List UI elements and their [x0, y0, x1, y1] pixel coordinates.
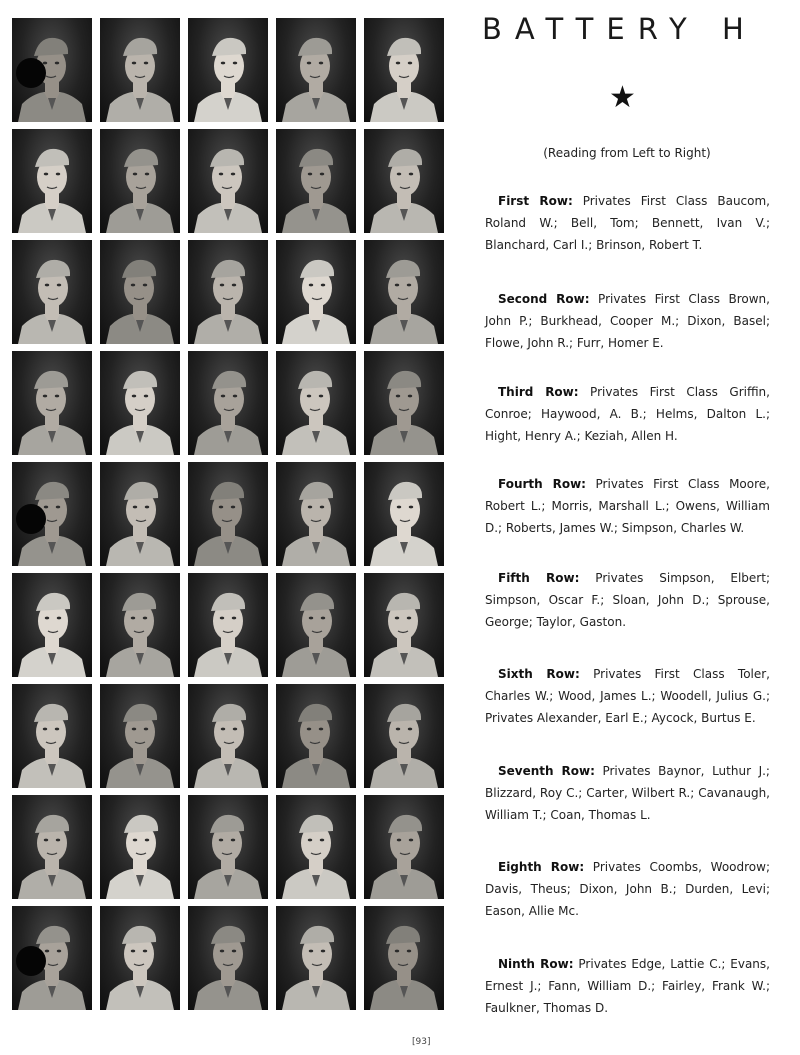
row-names: Privates Baynor, Luthur J.; Blizzard, Roy C.; Carter, Wilbert R.; Cavanaugh, William T.; Coan, Thomas L. — [485, 764, 770, 822]
portrait-photo — [188, 18, 268, 122]
portrait-photo — [188, 129, 268, 233]
portrait-photo — [364, 906, 444, 1010]
portrait-photo — [276, 573, 356, 677]
row-caption-9 — [485, 953, 770, 1019]
star-icon: ★ — [609, 80, 636, 115]
portrait-photo — [364, 18, 444, 122]
portrait-photo — [276, 795, 356, 899]
portrait-photo — [276, 18, 356, 122]
portrait-photo — [100, 906, 180, 1010]
row-names: Privates First Class Brown, John P.; Burkhead, Cooper M.; Dixon, Basel; Flowe, John R.; Furr, Homer E. — [485, 292, 770, 350]
portrait-photo — [364, 240, 444, 344]
row-label: Eighth Row: — [498, 860, 585, 874]
row-caption-8 — [485, 856, 770, 922]
portrait-photo — [276, 240, 356, 344]
portrait-photo — [100, 462, 180, 566]
portrait-photo — [12, 573, 92, 677]
page-number: [93] — [412, 1037, 431, 1047]
reading-note: (Reading from Left to Right) — [543, 146, 711, 160]
row-label: Third Row: — [498, 385, 579, 399]
row-label: Fifth Row: — [498, 571, 580, 585]
portrait-photo — [100, 351, 180, 455]
portrait-photo — [100, 129, 180, 233]
portrait-photo — [188, 462, 268, 566]
portrait-photo — [188, 795, 268, 899]
portrait-photo — [12, 129, 92, 233]
portrait-photo — [100, 684, 180, 788]
portrait-photo — [12, 684, 92, 788]
row-label: Ninth Row: — [498, 957, 574, 971]
row-names: Privates Edge, Lattie C.; Evans, Ernest J.; Fann, William D.; Fairley, Frank W.; Faulkner, Thomas D. — [485, 957, 770, 1015]
punch-hole — [16, 58, 46, 88]
row-caption-4 — [485, 473, 770, 539]
row-label: Second Row: — [498, 292, 590, 306]
portrait-photo — [364, 462, 444, 566]
portrait-photo — [12, 351, 92, 455]
portrait-photo — [100, 18, 180, 122]
row-label: Seventh Row: — [498, 764, 595, 778]
portrait-photo — [364, 573, 444, 677]
portrait-photo — [364, 351, 444, 455]
row-label: First Row: — [498, 194, 573, 208]
row-label: Sixth Row: — [498, 667, 580, 681]
punch-hole — [16, 504, 46, 534]
portrait-photo — [12, 240, 92, 344]
row-caption-6 — [485, 663, 770, 729]
row-caption-2 — [485, 288, 770, 354]
row-caption-7 — [485, 760, 770, 826]
portrait-grid — [12, 18, 442, 1028]
portrait-photo — [188, 684, 268, 788]
row-caption-5 — [485, 567, 770, 633]
page-title: BATTERY H — [482, 12, 757, 46]
row-names: Privates First Class Toler, Charles W.; Wood, James L.; Woodell, Julius G.; Privates Alexander, Earl E.; Aycock, Burtus E. — [485, 667, 770, 725]
portrait-photo — [100, 795, 180, 899]
portrait-photo — [188, 240, 268, 344]
row-caption-1 — [485, 190, 770, 256]
portrait-photo — [276, 906, 356, 1010]
portrait-photo — [276, 129, 356, 233]
row-label: Fourth Row: — [498, 477, 586, 491]
portrait-photo — [364, 684, 444, 788]
portrait-photo — [276, 684, 356, 788]
portrait-photo — [188, 573, 268, 677]
punch-hole — [16, 946, 46, 976]
portrait-photo — [276, 351, 356, 455]
portrait-photo — [276, 462, 356, 566]
row-names: Privates First Class Griffin, Conroe; Haywood, A. B.; Helms, Dalton L.; Hight, Henry A.; Keziah, Allen H. — [485, 385, 770, 443]
row-caption-3 — [485, 381, 770, 447]
row-names: Privates First Class Baucom, Roland W.; Bell, Tom; Bennett, Ivan V.; Blanchard, Carl I.; Brinson, Robert T. — [485, 194, 770, 252]
portrait-photo — [188, 906, 268, 1010]
row-names: Privates Simpson, Elbert; Simpson, Oscar F.; Sloan, John D.; Sprouse, George; Taylor, Gaston. — [485, 571, 770, 629]
portrait-photo — [364, 129, 444, 233]
portrait-photo — [188, 351, 268, 455]
portrait-photo — [100, 240, 180, 344]
portrait-photo — [364, 795, 444, 899]
portrait-photo — [12, 795, 92, 899]
row-names: Privates First Class Moore, Robert L.; Morris, Marshall L.; Owens, William D.; Roberts, James W.; Simpson, Charles W. — [485, 477, 770, 535]
portrait-photo — [100, 573, 180, 677]
row-names: Privates Coombs, Woodrow; Davis, Theus; Dixon, John B.; Durden, Levi; Eason, Allie Mc. — [485, 860, 770, 918]
